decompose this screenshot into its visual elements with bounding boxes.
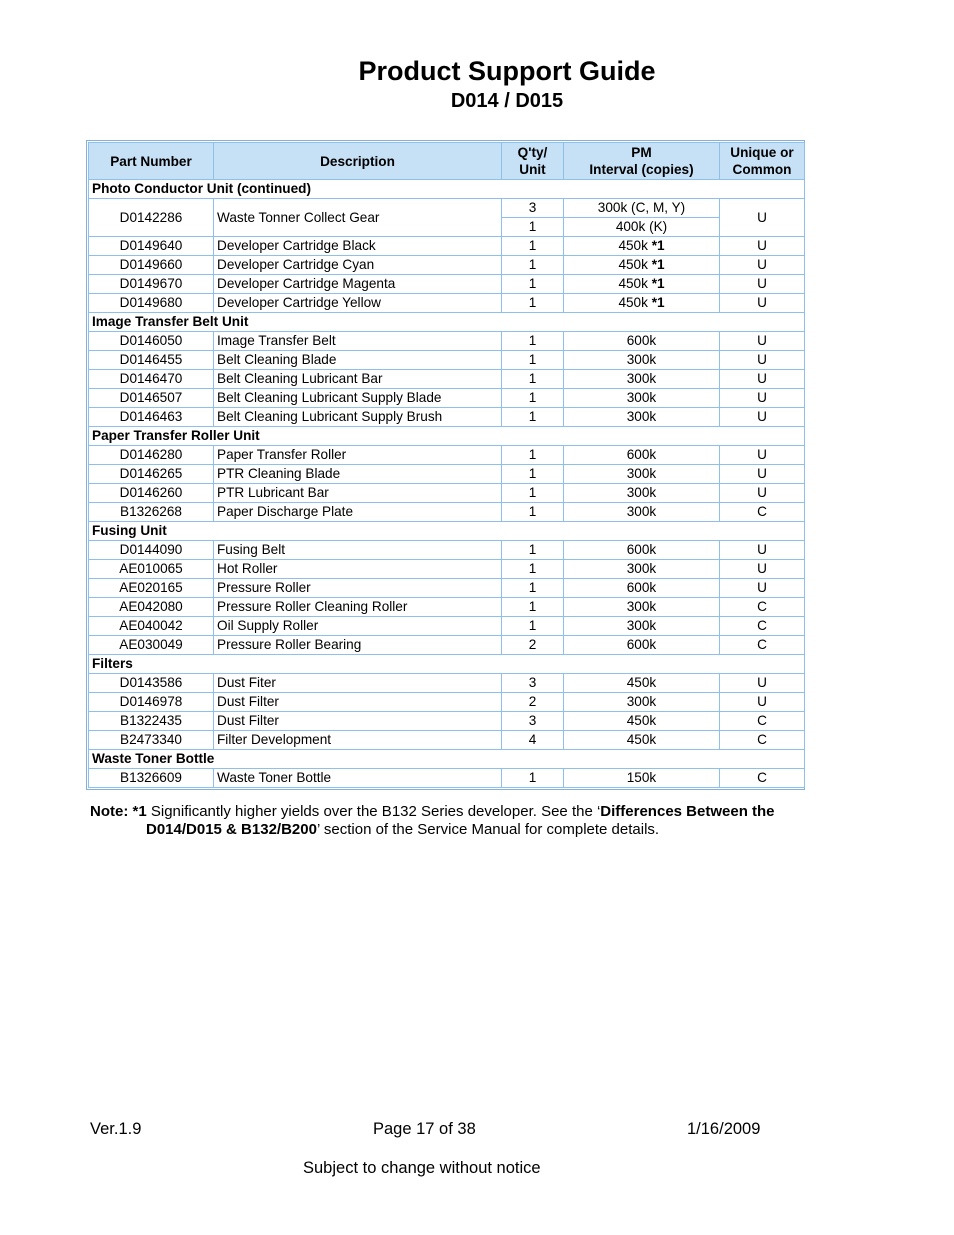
pm-interval-cell [564, 389, 720, 408]
column-header-unique-common: Unique or Common [720, 143, 805, 180]
part-number: B1326609 [89, 769, 214, 788]
part-description: Paper Discharge Plate [214, 503, 502, 522]
qty-per-unit: 1 [502, 484, 564, 503]
unique-or-common: U [720, 484, 805, 503]
table-row [89, 617, 805, 636]
page-subtitle: D014 / D015 [450, 90, 564, 112]
part-number: D0146978 [89, 693, 214, 712]
pm-interval-cell [564, 446, 720, 465]
part-description: Belt Cleaning Lubricant Bar [214, 370, 502, 389]
pm-interval-cell [564, 598, 720, 617]
pm-interval: 300k [626, 504, 657, 519]
pm-note-ref: *1 [651, 295, 665, 310]
unique-or-common: C [720, 769, 805, 788]
section-label: Fusing Unit [89, 522, 805, 541]
unique-or-common: C [720, 712, 805, 731]
pm-interval-cell [564, 503, 720, 522]
part-number: D0149670 [89, 275, 214, 294]
part-description: Image Transfer Belt [214, 332, 502, 351]
pm-interval: 450k [618, 295, 648, 310]
table-row [89, 465, 805, 484]
table-row [89, 560, 805, 579]
unique-or-common: U [720, 560, 805, 579]
part-description: Fusing Belt [214, 541, 502, 560]
part-description: Waste Tonner Collect Gear [214, 199, 502, 237]
part-number: D0146280 [89, 446, 214, 465]
parts-table-frame [86, 140, 805, 790]
pm-interval: 300k [626, 371, 657, 386]
pm-interval: 300k [626, 599, 657, 614]
pm-interval: 600k [626, 542, 657, 557]
part-number: D0146507 [89, 389, 214, 408]
pm-interval-cell [564, 674, 720, 693]
part-number: D0142286 [89, 199, 214, 237]
part-description: Pressure Roller [214, 579, 502, 598]
part-number: B2473340 [89, 731, 214, 750]
qty-per-unit: 1 [502, 332, 564, 351]
part-description: Belt Cleaning Lubricant Supply Brush [214, 408, 502, 427]
note-text: Significantly higher yields over the B132 Series developer. See the ‘ [146, 803, 601, 820]
pm-interval-cell [564, 237, 720, 256]
part-description: PTR Cleaning Blade [214, 465, 502, 484]
table-row [89, 769, 805, 788]
pm-interval-cell [564, 351, 720, 370]
table-row [89, 332, 805, 351]
table-row [89, 484, 805, 503]
pm-interval-cell [564, 731, 720, 750]
qty-per-unit: 4 [502, 731, 564, 750]
part-number: D0146050 [89, 332, 214, 351]
section-row [89, 180, 805, 199]
pm-interval-cell [564, 769, 720, 788]
pm-interval: 300k [626, 618, 657, 633]
section-label: Photo Conductor Unit (continued) [89, 180, 805, 199]
table-row [89, 446, 805, 465]
pm-interval: 450k [626, 675, 657, 690]
part-description: Dust Fiter [214, 674, 502, 693]
qty-per-unit: 1 [502, 256, 564, 275]
table-body [89, 180, 805, 788]
qty-per-unit: 1 [502, 370, 564, 389]
pm-interval: 450k [626, 713, 657, 728]
page-title: Product Support Guide [358, 56, 656, 86]
table-row [89, 731, 805, 750]
qty-per-unit: 1 [502, 294, 564, 313]
pm-interval: 450k [618, 238, 648, 253]
qty-per-unit: 1 [502, 389, 564, 408]
part-description: Developer Cartridge Cyan [214, 256, 502, 275]
part-description: Pressure Roller Bearing [214, 636, 502, 655]
pm-interval-cell [564, 579, 720, 598]
footer-notice: Subject to change without notice [303, 1159, 541, 1177]
qty-per-unit: 1 [502, 541, 564, 560]
unique-or-common: C [720, 636, 805, 655]
table-row [89, 294, 805, 313]
part-description: Developer Cartridge Yellow [214, 294, 502, 313]
table-row [89, 275, 805, 294]
qty-per-unit: 1 [502, 560, 564, 579]
pm-interval: 300k [626, 390, 657, 405]
part-description: Belt Cleaning Blade [214, 351, 502, 370]
section-row [89, 522, 805, 541]
pm-interval-cell [564, 636, 720, 655]
pm-interval: 600k [626, 637, 657, 652]
pm-interval: 300k [626, 485, 657, 500]
pm-interval-cell [564, 294, 720, 313]
qty-per-unit: 1 [502, 598, 564, 617]
note-bold-models: D014/D015 & B132/B200 [146, 821, 317, 838]
part-number: D0146463 [89, 408, 214, 427]
part-description: Hot Roller [214, 560, 502, 579]
pm-interval: 300k [626, 466, 657, 481]
table-row [89, 256, 805, 275]
part-number: D0149640 [89, 237, 214, 256]
column-header-description: Description [214, 143, 502, 180]
table-row [89, 199, 805, 218]
table-row [89, 237, 805, 256]
section-row [89, 427, 805, 446]
unique-or-common: U [720, 674, 805, 693]
pm-note-ref: *1 [651, 257, 665, 272]
qty-per-unit: 2 [502, 636, 564, 655]
section-row [89, 750, 805, 769]
part-number: AE042080 [89, 598, 214, 617]
unique-or-common: U [720, 294, 805, 313]
unique-or-common: C [720, 617, 805, 636]
qty-per-unit: 1 [502, 465, 564, 484]
qty-per-unit: 1 [502, 617, 564, 636]
pm-note-ref: *1 [651, 238, 665, 253]
part-description: Developer Cartridge Black [214, 237, 502, 256]
part-description: Paper Transfer Roller [214, 446, 502, 465]
part-number: D0149660 [89, 256, 214, 275]
footer-page-number: Page 17 of 38 [373, 1120, 476, 1138]
table-row [89, 693, 805, 712]
qty-per-unit: 2 [502, 693, 564, 712]
table-row [89, 541, 805, 560]
part-number: D0146455 [89, 351, 214, 370]
part-description: Developer Cartridge Magenta [214, 275, 502, 294]
pm-interval: 300k [626, 694, 657, 709]
qty-per-unit: 1 [502, 275, 564, 294]
part-description: Pressure Roller Cleaning Roller [214, 598, 502, 617]
pm-note-ref: *1 [651, 276, 665, 291]
table-row [89, 579, 805, 598]
unique-or-common: U [720, 408, 805, 427]
part-number: B1322435 [89, 712, 214, 731]
part-number: D0149680 [89, 294, 214, 313]
pm-interval: 450k [626, 732, 657, 747]
unique-or-common: U [720, 237, 805, 256]
footer-date: 1/16/2009 [687, 1120, 761, 1138]
table-row [89, 503, 805, 522]
unique-or-common: U [720, 199, 805, 237]
unique-or-common: U [720, 332, 805, 351]
pm-interval: 150k [626, 770, 657, 785]
unique-or-common: C [720, 503, 805, 522]
part-description: Waste Toner Bottle [214, 769, 502, 788]
section-row [89, 313, 805, 332]
pm-interval: 600k [626, 580, 657, 595]
part-description: Filter Development [214, 731, 502, 750]
pm-interval-cell [564, 256, 720, 275]
part-number: AE030049 [89, 636, 214, 655]
section-label: Paper Transfer Roller Unit [89, 427, 805, 446]
part-number: AE010065 [89, 560, 214, 579]
table-row [89, 370, 805, 389]
table-row [89, 389, 805, 408]
column-header-qty: Q'ty/ Unit [502, 143, 564, 180]
pm-interval: 300k [626, 352, 657, 367]
pm-interval: 600k [626, 333, 657, 348]
table-row [89, 712, 805, 731]
pm-interval: 450k [618, 257, 648, 272]
pm-interval-cell [564, 332, 720, 351]
note-text-end: ’ section of the Service Manual for complete details. [316, 821, 660, 838]
table-row [89, 598, 805, 617]
table-row [89, 674, 805, 693]
parts-table [88, 142, 805, 788]
table-row [89, 636, 805, 655]
pm-interval-cell [564, 370, 720, 389]
column-header-pm-interval: PM Interval (copies) [564, 143, 720, 180]
footnote [90, 803, 810, 839]
unique-or-common: U [720, 256, 805, 275]
section-label: Waste Toner Bottle [89, 750, 805, 769]
pm-interval-cell [564, 484, 720, 503]
table-header-row [89, 143, 805, 180]
unique-or-common: C [720, 731, 805, 750]
section-label: Filters [89, 655, 805, 674]
pm-interval-cell [564, 465, 720, 484]
pm-interval: 300k [626, 561, 657, 576]
part-number: D0143586 [89, 674, 214, 693]
pm-interval: 450k [618, 276, 648, 291]
qty-per-unit: 1 [502, 408, 564, 427]
part-number: D0146265 [89, 465, 214, 484]
part-description: Dust Filter [214, 693, 502, 712]
qty-per-unit: 1 [502, 579, 564, 598]
part-description: PTR Lubricant Bar [214, 484, 502, 503]
qty-per-unit: 1 [502, 446, 564, 465]
unique-or-common: U [720, 541, 805, 560]
unique-or-common: U [720, 446, 805, 465]
qty-per-unit: 1 [502, 503, 564, 522]
unique-or-common: U [720, 465, 805, 484]
pm-interval-cell [564, 275, 720, 294]
unique-or-common: U [720, 275, 805, 294]
pm-interval-cell [564, 712, 720, 731]
unique-or-common: U [720, 579, 805, 598]
column-header-part-number: Part Number [89, 143, 214, 180]
qty-per-unit: 1 [502, 351, 564, 370]
part-number: D0144090 [89, 541, 214, 560]
qty-per-unit: 3 [502, 712, 564, 731]
pm-interval-cell [564, 693, 720, 712]
pm-interval-cell [564, 408, 720, 427]
qty-per-unit: 1 [502, 769, 564, 788]
unique-or-common: U [720, 389, 805, 408]
table-row [89, 408, 805, 427]
unique-or-common: C [720, 598, 805, 617]
part-number: AE020165 [89, 579, 214, 598]
pm-interval: 300k [626, 409, 657, 424]
qty-per-unit: 1 [502, 237, 564, 256]
part-number: D0146260 [89, 484, 214, 503]
unique-or-common: U [720, 351, 805, 370]
unique-or-common: U [720, 370, 805, 389]
part-description: Dust Filter [214, 712, 502, 731]
pm-interval: 300k (C, M, Y) [564, 199, 720, 218]
footer-version: Ver.1.9 [90, 1120, 142, 1138]
part-description: Oil Supply Roller [214, 617, 502, 636]
table-row [89, 351, 805, 370]
pm-interval: 400k (K) [564, 218, 720, 237]
note-label: Note: [90, 803, 129, 820]
part-description: Belt Cleaning Lubricant Supply Blade [214, 389, 502, 408]
part-number: B1326268 [89, 503, 214, 522]
section-label: Image Transfer Belt Unit [89, 313, 805, 332]
qty-per-unit: 3 [502, 199, 564, 218]
qty-per-unit: 1 [502, 218, 564, 237]
pm-interval: 600k [626, 447, 657, 462]
qty-per-unit: 3 [502, 674, 564, 693]
note-ref: *1 [132, 803, 147, 820]
pm-interval-cell [564, 560, 720, 579]
pm-interval-cell [564, 541, 720, 560]
part-number: AE040042 [89, 617, 214, 636]
pm-interval-cell [564, 617, 720, 636]
note-bold-reference: Differences Between the [600, 803, 775, 820]
section-row [89, 655, 805, 674]
unique-or-common: U [720, 693, 805, 712]
part-number: D0146470 [89, 370, 214, 389]
